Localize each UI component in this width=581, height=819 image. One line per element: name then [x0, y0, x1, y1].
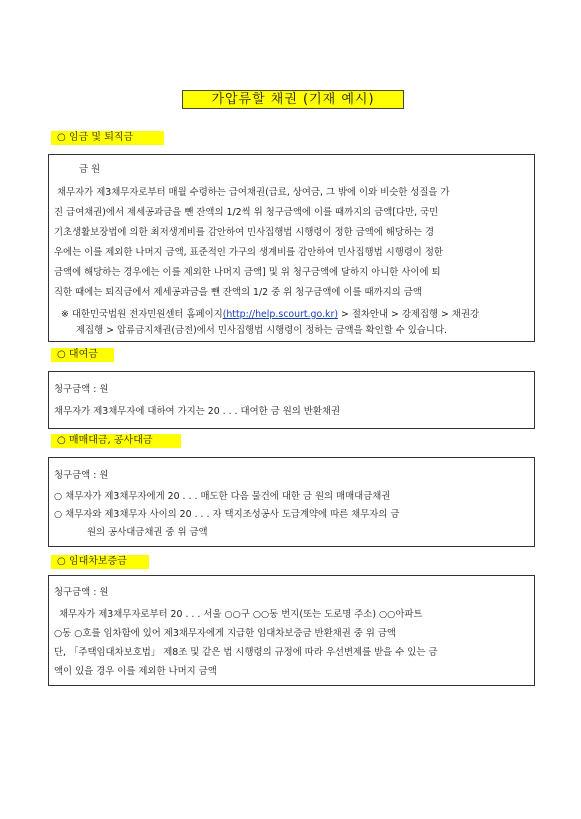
wage-line-2: 진 급여채권)에서 제세공과금을 뺀 잔액의 1/2씩 위 청구금액에 이를 때까지의 금액[다만, 국민 — [54, 207, 439, 218]
loan-amount: 청구금액 : 원 — [54, 384, 109, 395]
sale-line-3: 원의 공사대금채권 중 위 금액 — [87, 527, 208, 538]
sale-box — [48, 457, 535, 547]
deposit-amount: 청구금액 : 원 — [54, 587, 109, 598]
wage-line-4: 우에는 이를 제외한 나머지 금액, 표준적인 가구의 생계비를 감안하여 민사집행법 시행령이 정한 — [54, 247, 443, 258]
wage-line-6: 직한 때에는 퇴직금에서 제세공과금을 뺀 잔액의 1/2 중 위 청구금액에 이를 때까지의 금액 — [54, 287, 422, 298]
section-header-sale: ○ 매매대금, 공사대금 — [51, 434, 181, 448]
deposit-line-3: 단, 「주택임대차보호법」 제8조 및 같은 법 시행령의 규정에 따라 우선변제를 받을 수 있는 금 — [54, 647, 438, 658]
section-header-wage: ○ 임금 및 퇴직금 — [51, 131, 164, 145]
wage-note-suffix: > 절차안내 > 강제집행 > 채권강 — [338, 309, 480, 320]
section-header-loan: ○ 대여금 — [51, 348, 114, 362]
wage-box — [48, 154, 535, 342]
loan-box — [48, 371, 535, 429]
sale-line-1: ○ 채무자가 제3채무자에게 20 . . . 매도한 다음 물건에 대한 금 원의 매매대금채권 — [54, 491, 391, 502]
deposit-line-1: 채무자가 제3채무자로부터 20 . . . 서울 ○○구 ○○동 번지(또는 도로명 주소) ○○아파트 — [59, 609, 423, 620]
deposit-box — [48, 575, 535, 686]
wage-line-5: 금액에 해당하는 경우에는 이를 제외한 나머지 금액] 및 위 청구금액에 달하지 아니한 사이에 퇴 — [54, 267, 441, 278]
sale-line-2: ○ 채무자와 제3채무자 사이의 20 . . . 자 택지조성공사 도급계약에 따른 채무자의 금 — [54, 509, 400, 520]
wage-amount: 금 원 — [79, 164, 101, 175]
court-help-link[interactable]: (http://help.scourt.go.kr) — [222, 309, 338, 320]
wage-note-line-2: 제집행 > 압류금지채권(금전)에서 민사집행법 시행령이 정하는 금액을 확인할 수 있습니다. — [76, 325, 447, 336]
sale-amount: 청구금액 : 원 — [54, 470, 109, 481]
page-title: 가압류할 채권 (기재 예시) — [182, 90, 404, 109]
wage-line-3: 기초생활보장법에 의한 최저생계비를 감안하여 민사집행법 시행령이 정한 금액에 해당하는 경 — [54, 227, 435, 238]
wage-note-prefix: ※ 대한민국법원 전자민원센터 홈페이지 — [61, 309, 223, 320]
deposit-line-4: 액이 있을 경우 이를 제외한 나머지 금액 — [54, 666, 217, 677]
loan-line: 채무자가 제3채무자에 대하여 가지는 20 . . . 대여한 금 원의 반환채권 — [54, 406, 341, 417]
wage-note-line-1 — [61, 309, 479, 321]
deposit-line-2: ○동 ○호를 임차함에 있어 제3채무자에게 지급한 임대차보증금 반환채권 중 위 금액 — [54, 628, 396, 639]
wage-line-1: 채무자가 제3채무자로부터 매월 수령하는 급여채권(급료, 상여금, 그 밖에 이와 비슷한 성질을 가 — [57, 187, 450, 198]
section-header-deposit: ○ 임대차보증금 — [51, 555, 149, 569]
